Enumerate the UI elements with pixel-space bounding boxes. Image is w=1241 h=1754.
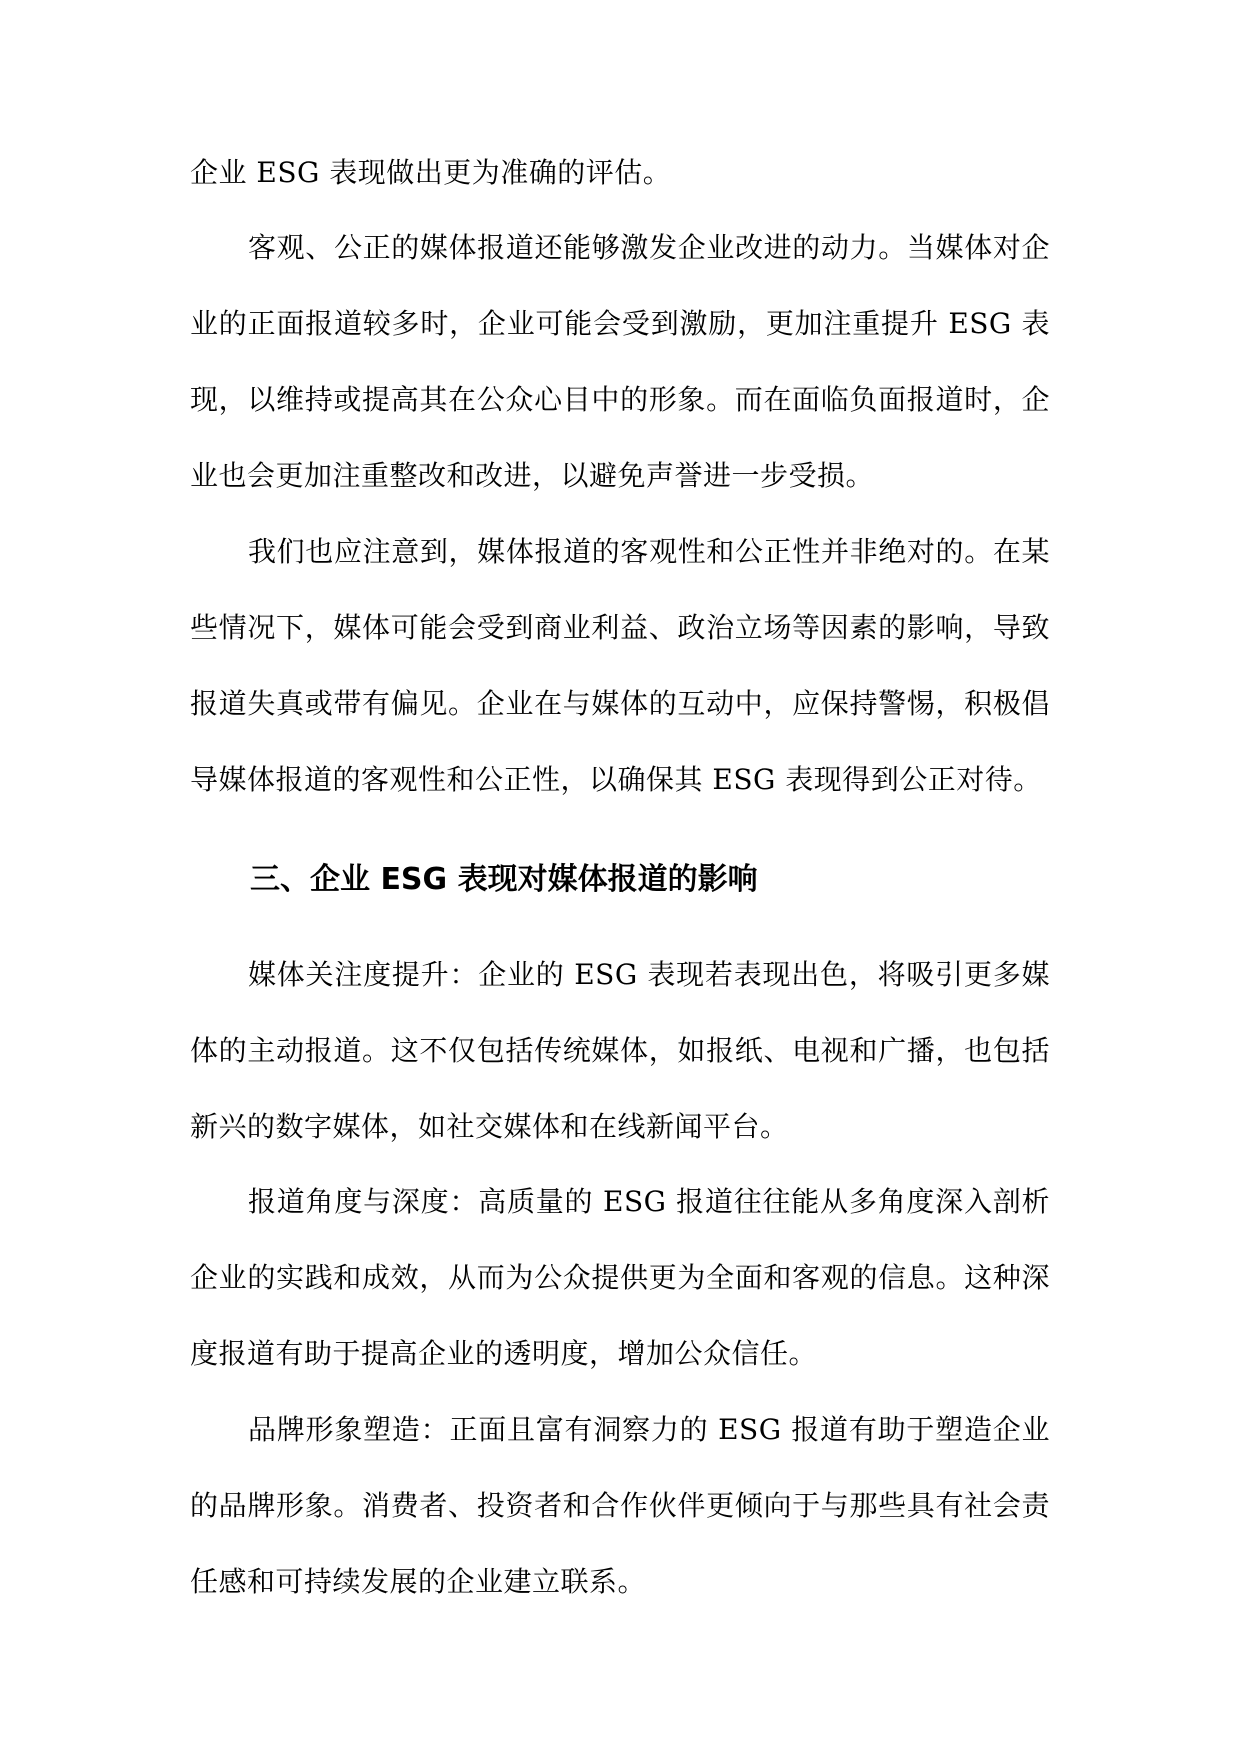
paragraph-report-depth: 报道角度与深度：高质量的 ESG 报道往往能从多角度深入剖析企业的实践和成效，从而为公众提供更为全面和客观的信息。这种深度报道有助于提高企业的透明度，增加公众信任。	[190, 1185, 1050, 1370]
paragraph-media-attention: 媒体关注度提升：企业的 ESG 表现若表现出色，将吸引更多媒体的主动报道。这不仅包括传统媒体，如报纸、电视和广播，也包括新兴的数字媒体，如社交媒体和在线新闻平台。	[190, 958, 1050, 1143]
paragraph-continuation: 企业 ESG 表现做出更为准确的评估。	[190, 156, 672, 189]
paragraph-media-bias: 我们也应注意到，媒体报道的客观性和公正性并非绝对的。在某些情况下，媒体可能会受到商业利益、政治立场等因素的影响，导致报道失真或带有偏见。企业在与媒体的互动中，应保持警惕，积极倡导媒体报道的客观性和公正性，以确保其 ESG 表现得到公正对待。	[190, 535, 1050, 796]
paragraph-brand-image: 品牌形象塑造：正面且富有洞察力的 ESG 报道有助于塑造企业的品牌形象。消费者、投资者和合作伙伴更倾向于与那些具有社会责任感和可持续发展的企业建立联系。	[190, 1413, 1050, 1598]
section-heading: 三、企业 ESG 表现对媒体报道的影响	[250, 862, 758, 897]
paragraph-media-motivation: 客观、公正的媒体报道还能够激发企业改进的动力。当媒体对企业的正面报道较多时，企业可能会受到激励，更加注重提升 ESG 表现，以维持或提高其在公众心目中的形象。而在面临负面报道时，企业也会更加注重整改和改进，以避免声誉进一步受损。	[190, 231, 1050, 492]
